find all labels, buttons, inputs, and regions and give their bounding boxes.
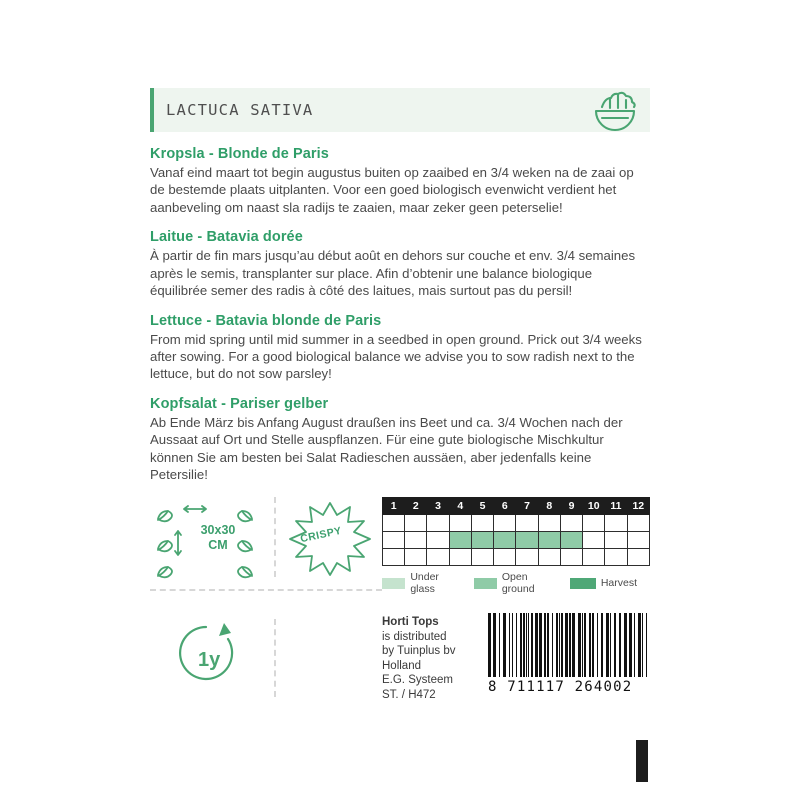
calendar-row	[383, 532, 650, 549]
distributor-line-5: E.G. Systeem	[382, 674, 453, 687]
barcode-bars	[488, 613, 650, 677]
description-block-en	[150, 313, 650, 383]
variety-title-en: Lettuce - Batavia blonde de Paris	[150, 312, 382, 329]
variety-title-de: Kopfsalat - Pariser gelber	[150, 395, 329, 412]
legend-swatch-under-glass	[382, 578, 405, 589]
description-text-en: From mid spring until mid summer in a seedbed in open ground. Prick out 3/4 weeks after sowing. For a good biological balance we advise you to sow radish next to the lettuce, but do not sow parsley!	[150, 331, 642, 382]
legend-label-under-glass: Under glass	[410, 571, 439, 596]
plant-spacing-panel	[150, 497, 268, 586]
legend-label-harvest: Harvest	[600, 577, 637, 590]
calendar-month: 2	[405, 498, 427, 515]
sowing-calendar	[382, 497, 650, 595]
distributor-line-4: Holland	[382, 659, 421, 672]
calendar-month: 12	[627, 498, 649, 515]
seed-packet-back	[150, 88, 650, 768]
variety-title-fr: Laitue - Batavia dorée	[150, 229, 303, 246]
accent-bar	[150, 88, 154, 132]
calendar-month: 3	[427, 498, 449, 515]
distributor-line-6: ST. / H472	[382, 688, 436, 701]
calendar-month: 5	[471, 498, 493, 515]
description-text-nl: Vanaf eind maart tot begin augustus buiten op zaaibed en 3/4 weken na de zaai op de bestemde plaats uitplanten. Voor een goed biologisch evenwicht verdient het aanbeveling om naast sla radijs te zaaien, maar zeker geen peterselie!	[150, 165, 634, 215]
distributor-info	[382, 615, 456, 702]
variety-title-nl: Kropsla - Blonde de Paris	[150, 146, 329, 162]
legend-item-under-glass	[382, 571, 461, 595]
distributor-line-3: by Tuinplus bv	[382, 645, 456, 658]
divider-horizontal	[150, 589, 382, 591]
calendar-month: 7	[516, 498, 538, 515]
crispy-label: CRISPY	[299, 525, 343, 546]
description-text-fr: À partir de fin mars jusqu’au début août en dehors sur couche et env. 3/4 semaines après le semis, transplanter sur place. Afin d’obtenir une balance biologique équilibrée semer des radis à côté des laitues, mais surtout pas du persil!	[150, 248, 636, 299]
calendar-month: 6	[494, 498, 516, 515]
calendar-month-header	[383, 498, 650, 515]
lettuce-bowl-icon	[580, 90, 640, 132]
description-block-de	[150, 396, 650, 484]
description-text-de: Ab Ende März bis Anfang August draußen ins Beet und ca. 3/4 Wochen nach der Aussaat auf Ort und Stelle auspflanzen. Für eine gute biologische Mischkultur können Sie am besten bei Salat Radieschen aussäen, aber jedenfalls keine Petersilie!	[150, 414, 623, 483]
info-panel-row	[150, 497, 650, 596]
plant-spacing-unit: CM	[208, 537, 228, 552]
plant-spacing-value: 30x30	[200, 523, 236, 538]
company-name: Horti Tops	[382, 616, 439, 629]
calendar-table	[382, 497, 650, 566]
plant-spacing-label	[190, 523, 246, 552]
calendar-month: 8	[538, 498, 560, 515]
divider-vertical-2	[274, 619, 276, 697]
calendar-month: 10	[583, 498, 605, 515]
calendar-month: 4	[449, 498, 471, 515]
crispy-panel	[282, 497, 384, 586]
divider-vertical-1	[274, 497, 276, 577]
print-corner-mark	[636, 740, 648, 782]
calendar-row	[383, 515, 650, 532]
legend-item-harvest	[570, 577, 637, 589]
description-block-nl	[150, 146, 650, 216]
header-band	[150, 88, 650, 132]
legend-swatch-open-ground	[474, 578, 497, 589]
calendar-legend	[382, 571, 650, 595]
barcode	[488, 613, 650, 695]
legend-item-open-ground	[474, 571, 557, 595]
crispy-burst-icon	[282, 497, 378, 581]
shelf-life-icon	[150, 613, 268, 703]
calendar-month: 1	[383, 498, 405, 515]
calendar-month: 11	[605, 498, 627, 515]
shelf-life-panel	[150, 613, 268, 703]
calendar-row	[383, 549, 650, 566]
barcode-number: 8 711117 264002	[488, 679, 633, 696]
description-block-fr	[150, 229, 650, 299]
svg-text:1y: 1y	[198, 649, 221, 672]
footer-row	[150, 613, 650, 713]
description-blocks	[150, 132, 650, 483]
page-title: LACTUCA SATIVA	[166, 101, 314, 119]
calendar-month: 9	[560, 498, 582, 515]
legend-label-open-ground: Open ground	[501, 571, 535, 596]
distributor-line-2: is distributed	[382, 630, 447, 643]
legend-swatch-harvest	[570, 578, 596, 589]
